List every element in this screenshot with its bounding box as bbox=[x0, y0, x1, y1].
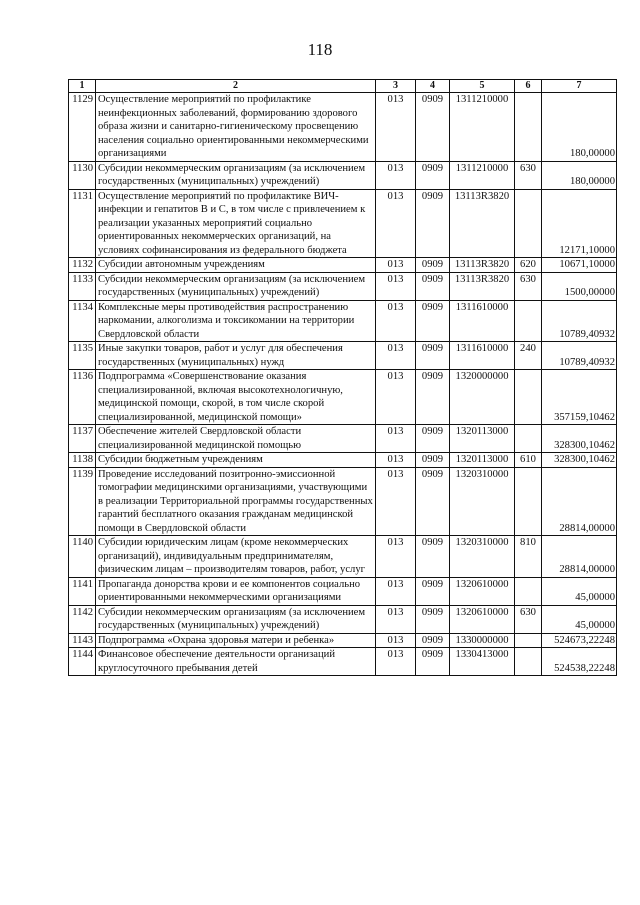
amount-cell: 45,00000 bbox=[542, 577, 617, 605]
column-header: 4 bbox=[416, 80, 450, 93]
row-name-cell: Иные закупки товаров, работ и услуг для обеспечения государственных (муниципальных) нужд bbox=[96, 342, 376, 370]
row-number-cell: 1134 bbox=[69, 300, 96, 342]
section-code-cell: 0909 bbox=[416, 633, 450, 648]
table-row bbox=[69, 370, 617, 425]
table-row bbox=[69, 648, 617, 676]
expense-type-code-cell bbox=[515, 633, 542, 648]
table-row bbox=[69, 272, 617, 300]
row-number-cell: 1132 bbox=[69, 258, 96, 273]
amount-cell: 28814,00000 bbox=[542, 536, 617, 578]
section-code-cell: 0909 bbox=[416, 189, 450, 258]
ministry-code-cell: 013 bbox=[376, 370, 416, 425]
ministry-code-cell: 013 bbox=[376, 189, 416, 258]
row-number-cell: 1135 bbox=[69, 342, 96, 370]
table-row bbox=[69, 467, 617, 536]
ministry-code-cell: 013 bbox=[376, 300, 416, 342]
expense-type-code-cell bbox=[515, 189, 542, 258]
table-row bbox=[69, 258, 617, 273]
target-item-code-cell: 1320113000 bbox=[450, 425, 515, 453]
target-item-code-cell: 1311610000 bbox=[450, 342, 515, 370]
page-number: 118 bbox=[307, 40, 333, 59]
target-item-code-cell: 1320310000 bbox=[450, 536, 515, 578]
section-code-cell: 0909 bbox=[416, 161, 450, 189]
ministry-code-cell: 013 bbox=[376, 577, 416, 605]
row-number-cell: 1140 bbox=[69, 536, 96, 578]
row-name-cell: Комплексные меры противодействия распространению наркомании, алкоголизма и токсикомании на территории Свердловской области bbox=[96, 300, 376, 342]
row-number-cell: 1136 bbox=[69, 370, 96, 425]
target-item-code-cell: 1320610000 bbox=[450, 577, 515, 605]
section-code-cell: 0909 bbox=[416, 648, 450, 676]
expense-type-code-cell bbox=[515, 370, 542, 425]
amount-cell: 328300,10462 bbox=[542, 453, 617, 468]
table-row bbox=[69, 93, 617, 162]
amount-cell: 10789,40932 bbox=[542, 300, 617, 342]
target-item-code-cell: 1320310000 bbox=[450, 467, 515, 536]
target-item-code-cell: 1330000000 bbox=[450, 633, 515, 648]
ministry-code-cell: 013 bbox=[376, 258, 416, 273]
row-number-cell: 1137 bbox=[69, 425, 96, 453]
row-name-cell: Проведение исследований позитронно-эмиссионной томографии медицинскими организациями, участвующими в реализации Территориальной программы государственных гарантий бесплатного оказания гражданам медицинской помощи в Свердловской области bbox=[96, 467, 376, 536]
column-header: 2 bbox=[96, 80, 376, 93]
section-code-cell: 0909 bbox=[416, 370, 450, 425]
target-item-code-cell: 1311210000 bbox=[450, 161, 515, 189]
row-name-cell: Финансовое обеспечение деятельности организаций круглосуточного пребывания детей bbox=[96, 648, 376, 676]
target-item-code-cell: 1320610000 bbox=[450, 605, 515, 633]
section-code-cell: 0909 bbox=[416, 272, 450, 300]
amount-cell: 10789,40932 bbox=[542, 342, 617, 370]
column-header: 1 bbox=[69, 80, 96, 93]
table-row bbox=[69, 453, 617, 468]
target-item-code-cell: 13113R3820 bbox=[450, 258, 515, 273]
expense-type-code-cell: 610 bbox=[515, 453, 542, 468]
expense-type-code-cell: 630 bbox=[515, 605, 542, 633]
table-row bbox=[69, 605, 617, 633]
row-name-cell: Субсидии автономным учреждениям bbox=[96, 258, 376, 273]
row-number-cell: 1131 bbox=[69, 189, 96, 258]
column-header: 6 bbox=[515, 80, 542, 93]
ministry-code-cell: 013 bbox=[376, 453, 416, 468]
target-item-code-cell: 1330413000 bbox=[450, 648, 515, 676]
ministry-code-cell: 013 bbox=[376, 467, 416, 536]
column-header: 3 bbox=[376, 80, 416, 93]
row-number-cell: 1139 bbox=[69, 467, 96, 536]
row-number-cell: 1144 bbox=[69, 648, 96, 676]
row-number-cell: 1129 bbox=[69, 93, 96, 162]
row-number-cell: 1141 bbox=[69, 577, 96, 605]
section-code-cell: 0909 bbox=[416, 258, 450, 273]
target-item-code-cell: 1320113000 bbox=[450, 453, 515, 468]
row-name-cell: Субсидии некоммерческим организациям (за исключением государственных (муниципальных) учреждений) bbox=[96, 161, 376, 189]
target-item-code-cell: 1311210000 bbox=[450, 93, 515, 162]
target-item-code-cell: 1320000000 bbox=[450, 370, 515, 425]
section-code-cell: 0909 bbox=[416, 93, 450, 162]
table-row bbox=[69, 425, 617, 453]
amount-cell: 524673,22248 bbox=[542, 633, 617, 648]
ministry-code-cell: 013 bbox=[376, 342, 416, 370]
expense-type-code-cell: 630 bbox=[515, 161, 542, 189]
ministry-code-cell: 013 bbox=[376, 648, 416, 676]
section-code-cell: 0909 bbox=[416, 605, 450, 633]
table-header-row bbox=[69, 80, 617, 93]
amount-cell: 28814,00000 bbox=[542, 467, 617, 536]
expense-type-code-cell bbox=[515, 425, 542, 453]
section-code-cell: 0909 bbox=[416, 577, 450, 605]
ministry-code-cell: 013 bbox=[376, 536, 416, 578]
section-code-cell: 0909 bbox=[416, 425, 450, 453]
row-number-cell: 1133 bbox=[69, 272, 96, 300]
expense-type-code-cell bbox=[515, 300, 542, 342]
target-item-code-cell: 13113R3820 bbox=[450, 189, 515, 258]
row-number-cell: 1138 bbox=[69, 453, 96, 468]
table-row bbox=[69, 536, 617, 578]
table-row bbox=[69, 633, 617, 648]
amount-cell: 1500,00000 bbox=[542, 272, 617, 300]
budget-table bbox=[68, 79, 617, 676]
section-code-cell: 0909 bbox=[416, 536, 450, 578]
column-header: 7 bbox=[542, 80, 617, 93]
amount-cell: 12171,10000 bbox=[542, 189, 617, 258]
table-row bbox=[69, 300, 617, 342]
row-name-cell: Субсидии бюджетным учреждениям bbox=[96, 453, 376, 468]
amount-cell: 357159,10462 bbox=[542, 370, 617, 425]
target-item-code-cell: 1311610000 bbox=[450, 300, 515, 342]
row-name-cell: Обеспечение жителей Свердловской области специализированной медицинской помощью bbox=[96, 425, 376, 453]
ministry-code-cell: 013 bbox=[376, 161, 416, 189]
column-header: 5 bbox=[450, 80, 515, 93]
row-name-cell: Осуществление мероприятий по профилактике ВИЧ-инфекции и гепатитов В и С, в том числе с привлечением к реализации указанных мероприятий социально ориентированных некоммерческих организаций, на условиях софинансирования из федерального бюджета bbox=[96, 189, 376, 258]
ministry-code-cell: 013 bbox=[376, 633, 416, 648]
section-code-cell: 0909 bbox=[416, 453, 450, 468]
amount-cell: 10671,10000 bbox=[542, 258, 617, 273]
row-number-cell: 1143 bbox=[69, 633, 96, 648]
ministry-code-cell: 013 bbox=[376, 605, 416, 633]
expense-type-code-cell: 630 bbox=[515, 272, 542, 300]
section-code-cell: 0909 bbox=[416, 342, 450, 370]
amount-cell: 524538,22248 bbox=[542, 648, 617, 676]
row-name-cell: Осуществление мероприятий по профилактике неинфекционных заболеваний, формированию здорового образа жизни и санитарно-гигиеническому просвещению населения социально ориентированными некоммерческими организациями bbox=[96, 93, 376, 162]
amount-cell: 328300,10462 bbox=[542, 425, 617, 453]
row-name-cell: Пропаганда донорства крови и ее компонентов социально ориентированными некоммерческими организациями bbox=[96, 577, 376, 605]
expense-type-code-cell bbox=[515, 93, 542, 162]
row-number-cell: 1142 bbox=[69, 605, 96, 633]
expense-type-code-cell bbox=[515, 577, 542, 605]
ministry-code-cell: 013 bbox=[376, 93, 416, 162]
table-row bbox=[69, 189, 617, 258]
expense-type-code-cell: 620 bbox=[515, 258, 542, 273]
amount-cell: 180,00000 bbox=[542, 161, 617, 189]
expense-type-code-cell bbox=[515, 648, 542, 676]
target-item-code-cell: 13113R3820 bbox=[450, 272, 515, 300]
row-name-cell: Подпрограмма «Совершенствование оказания специализированной, включая высокотехнологичную, медицинской помощи, скорой, в том числе скорой специализированной, медицинской помощи» bbox=[96, 370, 376, 425]
table-row bbox=[69, 161, 617, 189]
ministry-code-cell: 013 bbox=[376, 272, 416, 300]
expense-type-code-cell: 810 bbox=[515, 536, 542, 578]
amount-cell: 45,00000 bbox=[542, 605, 617, 633]
ministry-code-cell: 013 bbox=[376, 425, 416, 453]
section-code-cell: 0909 bbox=[416, 300, 450, 342]
row-name-cell: Субсидии некоммерческим организациям (за исключением государственных (муниципальных) учреждений) bbox=[96, 605, 376, 633]
section-code-cell: 0909 bbox=[416, 467, 450, 536]
amount-cell: 180,00000 bbox=[542, 93, 617, 162]
row-name-cell: Субсидии некоммерческим организациям (за исключением государственных (муниципальных) учреждений) bbox=[96, 272, 376, 300]
expense-type-code-cell bbox=[515, 467, 542, 536]
row-name-cell: Субсидии юридическим лицам (кроме некоммерческих организаций), индивидуальным предпринимателям, физическим лицам – производителям товаров, работ, услуг bbox=[96, 536, 376, 578]
table-row bbox=[69, 342, 617, 370]
table-row bbox=[69, 577, 617, 605]
row-name-cell: Подпрограмма «Охрана здоровья матери и ребенка» bbox=[96, 633, 376, 648]
row-number-cell: 1130 bbox=[69, 161, 96, 189]
expense-type-code-cell: 240 bbox=[515, 342, 542, 370]
